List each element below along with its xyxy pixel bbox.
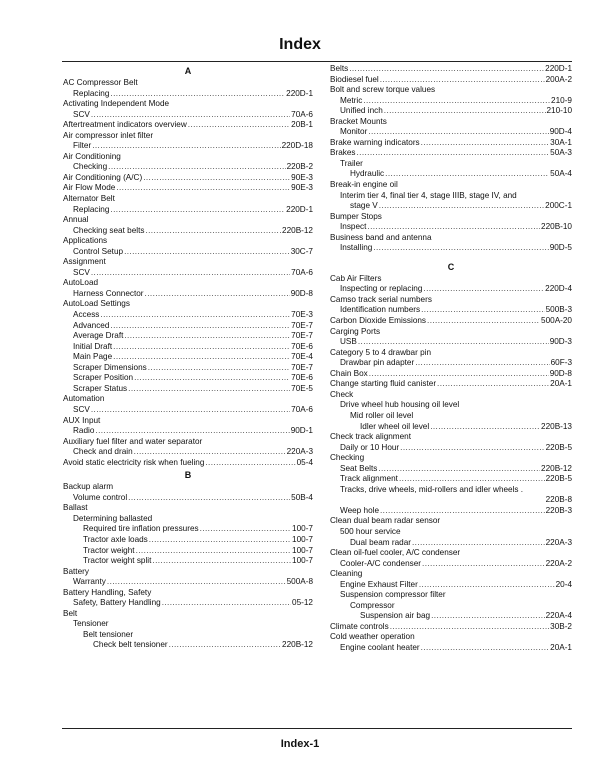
index-term: Cold weather operation — [330, 632, 415, 642]
index-term: Automation — [63, 394, 105, 404]
dot-leader — [358, 337, 549, 348]
index-term: Mid roller oil level — [350, 410, 414, 420]
index-entry — [330, 580, 572, 591]
index-entry — [330, 222, 572, 233]
index-page-ref[interactable]: 220D-18 — [281, 141, 313, 151]
index-entry — [63, 183, 313, 194]
index-term: Tracks, drive wheels, mid-rollers and idler wheels . — [340, 484, 524, 494]
index-page-ref[interactable]: 05-4 — [296, 457, 313, 467]
index-term: Backup alarm — [63, 482, 114, 492]
page-title: Index — [279, 36, 321, 53]
index-term: Harness Connector — [73, 288, 144, 298]
index-page-ref[interactable]: 220A-3 — [286, 447, 313, 457]
index-term: Hydraulic — [350, 169, 385, 179]
dot-leader — [152, 556, 291, 567]
index-term: Battery — [63, 566, 89, 576]
dot-leader — [107, 577, 286, 588]
index-term: Activating Independent Mode — [63, 99, 170, 109]
index-term: AUX Input — [63, 415, 101, 425]
dot-leader — [390, 622, 549, 633]
index-term: Belt — [63, 608, 78, 618]
index-term: Air Flow Mode — [63, 183, 116, 193]
index-term: Inspecting or replacing — [340, 284, 423, 294]
index-entry — [63, 426, 313, 437]
index-term: Suspension air bag — [360, 611, 431, 621]
index-entry — [330, 422, 572, 433]
index-page-ref[interactable]: 50A-4 — [550, 169, 572, 179]
index-page-ref[interactable]: 70A-6 — [291, 267, 313, 277]
dot-leader — [400, 443, 544, 454]
dot-leader — [134, 447, 286, 458]
index-term: Check belt tensioner — [93, 640, 168, 650]
index-term: Category 5 to 4 drawbar pin — [330, 347, 432, 357]
index-page-ref[interactable]: 70E-7 — [291, 320, 313, 330]
dot-leader — [113, 352, 290, 363]
index-term: Warranty — [73, 577, 106, 587]
index-entry — [330, 64, 572, 75]
dot-leader — [134, 373, 290, 384]
section-letter-heading: C — [447, 261, 455, 272]
index-page-ref[interactable]: 70E-6 — [291, 341, 313, 351]
index-entry — [63, 342, 313, 353]
index-entry — [63, 577, 313, 588]
index-term: Carging Ports — [330, 326, 381, 336]
index-entry — [330, 611, 572, 622]
dot-leader — [437, 379, 549, 390]
index-page-ref[interactable]: 70E-5 — [291, 383, 313, 393]
dot-leader — [200, 524, 291, 535]
index-entry — [330, 538, 572, 549]
index-term: Battery Handling, Safety — [63, 587, 152, 597]
index-term: Tractor axle loads — [83, 534, 148, 544]
dot-leader — [385, 169, 549, 180]
index-term: 500 hour service — [340, 526, 401, 536]
index-term: Tensioner — [73, 619, 109, 629]
index-entry — [63, 205, 313, 216]
index-entry — [330, 559, 572, 570]
index-entry — [330, 305, 572, 316]
dot-leader — [91, 110, 290, 121]
index-term: Air Conditioning — [63, 151, 121, 161]
index-term: Interim tier 4, final tier 4, stage IIIB, stage IV, and — [340, 190, 517, 200]
index-entry — [63, 546, 313, 557]
index-entry — [330, 622, 572, 633]
index-entry — [63, 247, 313, 258]
index-term: Checking seat belts — [73, 225, 145, 235]
dot-leader — [148, 363, 290, 374]
dot-leader — [124, 331, 290, 342]
index-page-ref[interactable]: 70E-3 — [291, 310, 313, 320]
index-page-ref[interactable]: 50B-4 — [291, 492, 313, 502]
index-entry — [330, 506, 572, 517]
index-term: Carbon Dioxide Emissions — [330, 316, 427, 326]
dot-leader — [91, 268, 290, 279]
dot-leader — [363, 96, 550, 107]
dot-leader — [368, 127, 548, 138]
index-page-ref[interactable]: 220A-3 — [545, 537, 572, 547]
index-page-ref[interactable]: 70A-6 — [291, 109, 313, 119]
index-term: Cab Air Filters — [330, 273, 382, 283]
index-entry — [63, 110, 313, 121]
index-entry — [330, 138, 572, 149]
dot-leader — [100, 310, 290, 321]
index-term: Avoid static electricity risk when fueling — [63, 457, 205, 467]
index-page-ref[interactable]: 20-4 — [555, 579, 572, 589]
index-entry — [330, 358, 572, 369]
index-term: Trailer — [340, 158, 363, 168]
dot-leader — [378, 464, 540, 475]
index-term: Brakes — [330, 148, 356, 158]
index-entry — [63, 268, 313, 279]
index-term: Installing — [340, 243, 373, 253]
index-term: SCV — [73, 109, 90, 119]
index-entry — [63, 405, 313, 416]
index-page-ref[interactable]: 30B-2 — [550, 621, 572, 631]
dot-leader — [124, 247, 290, 258]
dot-leader — [128, 493, 290, 504]
index-term: Access — [73, 310, 100, 320]
dot-leader — [419, 580, 555, 591]
index-term: AutoLoad Settings — [63, 299, 130, 309]
dot-leader — [423, 284, 544, 295]
index-term: Belts — [330, 64, 349, 73]
index-entry — [63, 598, 313, 609]
index-term: AutoLoad — [63, 278, 99, 288]
dot-leader — [379, 201, 544, 212]
index-term: Ballast — [63, 503, 88, 513]
index-term: Clean oil-fuel cooler, A/C condenser — [330, 548, 461, 558]
dot-leader — [143, 173, 290, 184]
index-term: Annual — [63, 215, 89, 225]
index-page-ref[interactable]: 220B-12 — [541, 463, 572, 473]
dot-leader — [399, 474, 545, 485]
index-page-ref[interactable]: 220B-2 — [286, 162, 313, 172]
index-term: Checking — [73, 162, 108, 172]
index-term: Bumper Stops — [330, 211, 382, 221]
index-page-ref[interactable]: 90D-8 — [290, 288, 313, 298]
index-entry — [330, 96, 572, 107]
dot-leader — [169, 640, 281, 651]
index-term: Biodiesel fuel — [330, 74, 379, 84]
index-term: Assignment — [63, 257, 106, 267]
index-term: Daily or 10 Hour — [340, 442, 400, 452]
index-term: Advanced — [73, 320, 110, 330]
index-entry — [63, 352, 313, 363]
index-entry — [330, 243, 572, 254]
index-term: Clean dual beam radar sensor — [330, 516, 441, 526]
index-term: Unified inch — [340, 106, 383, 116]
index-page-ref[interactable]: 200A-2 — [545, 74, 572, 84]
index-entry — [63, 89, 313, 100]
index-term: Check — [330, 389, 354, 399]
index-page-ref[interactable]: 220B-12 — [282, 225, 313, 235]
index-term: SCV — [73, 267, 90, 277]
index-page-ref[interactable]: 220B-3 — [545, 505, 572, 515]
dot-leader — [373, 243, 548, 254]
dot-leader — [427, 316, 540, 327]
index-entry — [330, 379, 572, 390]
index-page-ref[interactable]: 210-9 — [551, 95, 572, 105]
index-term: AC Compressor Belt — [63, 78, 138, 87]
index-term: Volume control — [73, 492, 128, 502]
dot-leader — [162, 598, 291, 609]
index-term: Replacing — [73, 88, 110, 98]
index-term: Radio — [73, 426, 95, 436]
index-entry — [330, 443, 572, 454]
section-letter-heading: A — [184, 66, 192, 76]
index-term: Engine Exhaust Filter — [340, 579, 418, 589]
dot-leader — [380, 75, 545, 86]
index-page-ref[interactable]: 220B-5 — [545, 474, 572, 484]
index-page-ref[interactable]: 500A-8 — [286, 577, 313, 587]
index-page-ref[interactable]: 200C-1 — [545, 201, 572, 211]
index-entry — [63, 363, 313, 374]
index-entry — [330, 148, 572, 159]
index-entry — [63, 384, 313, 395]
index-term: Tractor weight — [83, 545, 135, 555]
index-term: Camso track serial numbers — [330, 294, 432, 304]
index-entry — [63, 321, 313, 332]
index-page-ref[interactable]: 60F-3 — [550, 358, 572, 368]
index-term: Bracket Mounts — [330, 116, 387, 126]
index-entry — [63, 289, 313, 300]
dot-leader — [91, 405, 290, 416]
index-term: Cooler-A/C condenser — [340, 558, 422, 568]
index-term: Air Conditioning (A/C) — [63, 172, 143, 182]
dot-leader — [431, 611, 544, 622]
index-term: Average Draft — [73, 331, 124, 341]
index-term: Tractor weight split — [83, 556, 152, 566]
index-page-ref[interactable]: 220B-8 — [545, 495, 572, 505]
index-page-ref[interactable]: 220B-5 — [545, 442, 572, 452]
index-term: Weep hole — [340, 505, 379, 515]
dot-leader — [145, 289, 290, 300]
index-term: Control Setup — [73, 246, 124, 256]
index-term: Replacing — [73, 204, 110, 214]
index-page-ref[interactable]: 500B-3 — [545, 305, 572, 315]
dot-leader — [415, 358, 549, 369]
index-entry — [63, 535, 313, 546]
index-term: Identification numbers — [340, 305, 421, 315]
index-page-ref[interactable]: 100-7 — [292, 556, 313, 566]
index-page-ref[interactable]: 500A-20 — [541, 316, 572, 326]
index-term: Initial Draft — [73, 341, 113, 351]
index-term: Belt tensioner — [83, 629, 134, 639]
index-page-ref[interactable]: 70E-7 — [291, 331, 313, 341]
index-page-ref[interactable]: 20A-1 — [550, 642, 572, 652]
index-page-ref[interactable]: 20B-1 — [291, 120, 313, 130]
index-term: Track alignment — [340, 474, 398, 484]
index-term: Climate controls — [330, 621, 389, 631]
index-entry — [63, 447, 313, 458]
dot-leader — [113, 342, 290, 353]
dot-leader — [369, 369, 549, 380]
dot-leader — [108, 162, 285, 173]
index-page-ref[interactable]: 70E-7 — [291, 362, 313, 372]
dot-leader — [110, 205, 285, 216]
index-page-ref[interactable]: 90D-8 — [549, 368, 572, 378]
dot-leader — [421, 305, 544, 316]
index-page-ref[interactable]: 220D-4 — [545, 284, 572, 294]
index-entry — [63, 493, 313, 504]
index-term: Bolt and screw torque values — [330, 85, 436, 95]
index-term: Alternator Belt — [63, 194, 115, 204]
index-page-ref[interactable]: 70A-6 — [291, 404, 313, 414]
dot-leader — [110, 321, 290, 332]
dot-leader — [421, 643, 549, 654]
index-page-ref[interactable]: 220B-10 — [541, 222, 572, 232]
index-page-ref[interactable]: 100-7 — [292, 534, 313, 544]
index-term: Seat Belts — [340, 463, 378, 473]
index-entry — [63, 162, 313, 173]
index-entry — [63, 373, 313, 384]
index-term: Air compressor inlet filter — [63, 130, 154, 140]
index-entry — [63, 458, 313, 469]
index-page-ref[interactable]: 220D-1 — [545, 64, 572, 73]
dot-leader — [110, 89, 285, 100]
index-page-ref[interactable]: 220A-4 — [545, 611, 572, 621]
index-page-ref[interactable]: 220D-1 — [286, 204, 313, 214]
dot-leader — [380, 506, 545, 517]
index-term: Compressor — [350, 600, 395, 610]
index-page-ref[interactable]: 220D-1 — [286, 88, 313, 98]
index-term: Dual beam radar — [350, 537, 411, 547]
index-term: Safety, Battery Handling — [73, 598, 161, 608]
index-column-right — [330, 64, 572, 654]
index-term: Scraper Position — [73, 373, 134, 383]
index-term: Check track alignment — [330, 432, 411, 442]
dot-leader — [421, 138, 549, 149]
top-rule — [62, 61, 572, 62]
page-number: Index-1 — [280, 738, 320, 750]
index-page-ref[interactable]: 90D-1 — [290, 426, 313, 436]
index-entry — [330, 474, 572, 485]
index-page-ref[interactable]: 210-10 — [546, 106, 572, 116]
index-term: Check and drain — [73, 447, 133, 457]
index-term: Determining ballasted — [73, 513, 153, 523]
index-entry — [63, 331, 313, 342]
index-term: SCV — [73, 404, 90, 414]
dot-leader — [349, 64, 544, 75]
index-page-ref[interactable]: 220B-12 — [282, 640, 313, 650]
index-page-ref[interactable]: 30C-7 — [290, 246, 313, 256]
dot-leader — [136, 546, 291, 557]
dot-leader — [356, 148, 549, 159]
index-page-ref[interactable]: 50A-3 — [550, 148, 572, 158]
index-entry — [330, 369, 572, 380]
index-entry — [63, 556, 313, 567]
index-term: Engine coolant heater — [340, 642, 420, 652]
index-term: Idler wheel oil level — [360, 421, 430, 431]
index-term: Aftertreatment indicators overview — [63, 120, 187, 130]
index-column-left — [63, 64, 313, 651]
index-entry — [330, 284, 572, 295]
index-entry — [330, 106, 572, 117]
dot-leader — [205, 458, 295, 469]
index-page-ref[interactable]: 70E-4 — [291, 352, 313, 362]
index-entry — [63, 524, 313, 535]
index-term: Required tire inflation pressures — [83, 524, 199, 534]
index-entry — [63, 173, 313, 184]
index-term: Auxiliary fuel filter and water separator — [63, 436, 203, 446]
index-entry — [63, 310, 313, 321]
index-term: Chain Box — [330, 368, 368, 378]
index-page-ref[interactable]: 90D-4 — [549, 127, 572, 137]
index-page-ref[interactable]: 30A-1 — [550, 137, 572, 147]
index-page-ref[interactable]: 90D-3 — [549, 337, 572, 347]
index-entry — [330, 643, 572, 654]
index-page-ref[interactable]: 90E-3 — [291, 183, 313, 193]
index-page-ref[interactable]: 70E-6 — [291, 373, 313, 383]
index-term: Scraper Dimensions — [73, 362, 147, 372]
index-term: Drawbar pin adapter — [340, 358, 415, 368]
index-page-ref[interactable]: 05-12 — [292, 598, 313, 608]
index-entry — [330, 201, 572, 212]
index-term: Cleaning — [330, 569, 363, 579]
index-entry — [330, 75, 572, 86]
index-term: Break-in engine oil — [330, 180, 398, 190]
index-term: Drive wheel hub housing oil level — [340, 400, 460, 410]
index-entry — [330, 127, 572, 138]
index-term: Inspect — [340, 222, 367, 232]
dot-leader — [367, 222, 540, 233]
index-entry — [330, 316, 572, 327]
dot-leader — [95, 426, 289, 437]
index-term: Metric — [340, 95, 363, 105]
index-entry — [63, 120, 313, 131]
index-term: Main Page — [73, 352, 113, 362]
index-entry — [330, 337, 572, 348]
index-page-ref[interactable]: 220B-13 — [541, 421, 572, 431]
dot-leader — [149, 535, 291, 546]
section-letter-heading: B — [184, 470, 192, 481]
index-term: USB — [340, 337, 357, 347]
index-entry — [63, 640, 313, 651]
dot-leader — [430, 422, 540, 433]
dot-leader — [188, 120, 290, 131]
index-page-ref[interactable]: 220A-2 — [545, 558, 572, 568]
dot-leader — [422, 559, 545, 570]
index-page-ref[interactable]: 90D-5 — [549, 243, 572, 253]
index-term: Scraper Status — [73, 383, 128, 393]
dot-leader — [412, 538, 545, 549]
index-term: stage V — [350, 201, 378, 211]
index-term: Filter — [73, 141, 92, 151]
index-entry — [330, 464, 572, 475]
index-term: Suspension compressor filter — [340, 590, 446, 600]
index-term: Monitor — [340, 127, 368, 137]
index-entry — [63, 141, 313, 152]
index-page-ref[interactable]: 100-7 — [292, 545, 313, 555]
bottom-rule — [62, 728, 572, 729]
dot-leader — [384, 106, 546, 117]
dot-leader — [128, 384, 290, 395]
index-page-ref[interactable]: 90E-3 — [291, 172, 313, 182]
dot-leader — [116, 183, 290, 194]
index-term: Brake warning indicators — [330, 137, 420, 147]
index-entry — [330, 169, 572, 180]
index-term: Applications — [63, 236, 108, 246]
index-term: Checking — [330, 453, 365, 463]
index-page-ref[interactable]: 20A-1 — [550, 379, 572, 389]
index-term: Business band and antenna — [330, 232, 432, 242]
dot-leader — [92, 141, 280, 152]
index-term: Change starting fluid canister — [330, 379, 437, 389]
index-entry — [63, 226, 313, 237]
dot-leader — [145, 226, 281, 237]
index-page-ref[interactable]: 100-7 — [292, 524, 313, 534]
